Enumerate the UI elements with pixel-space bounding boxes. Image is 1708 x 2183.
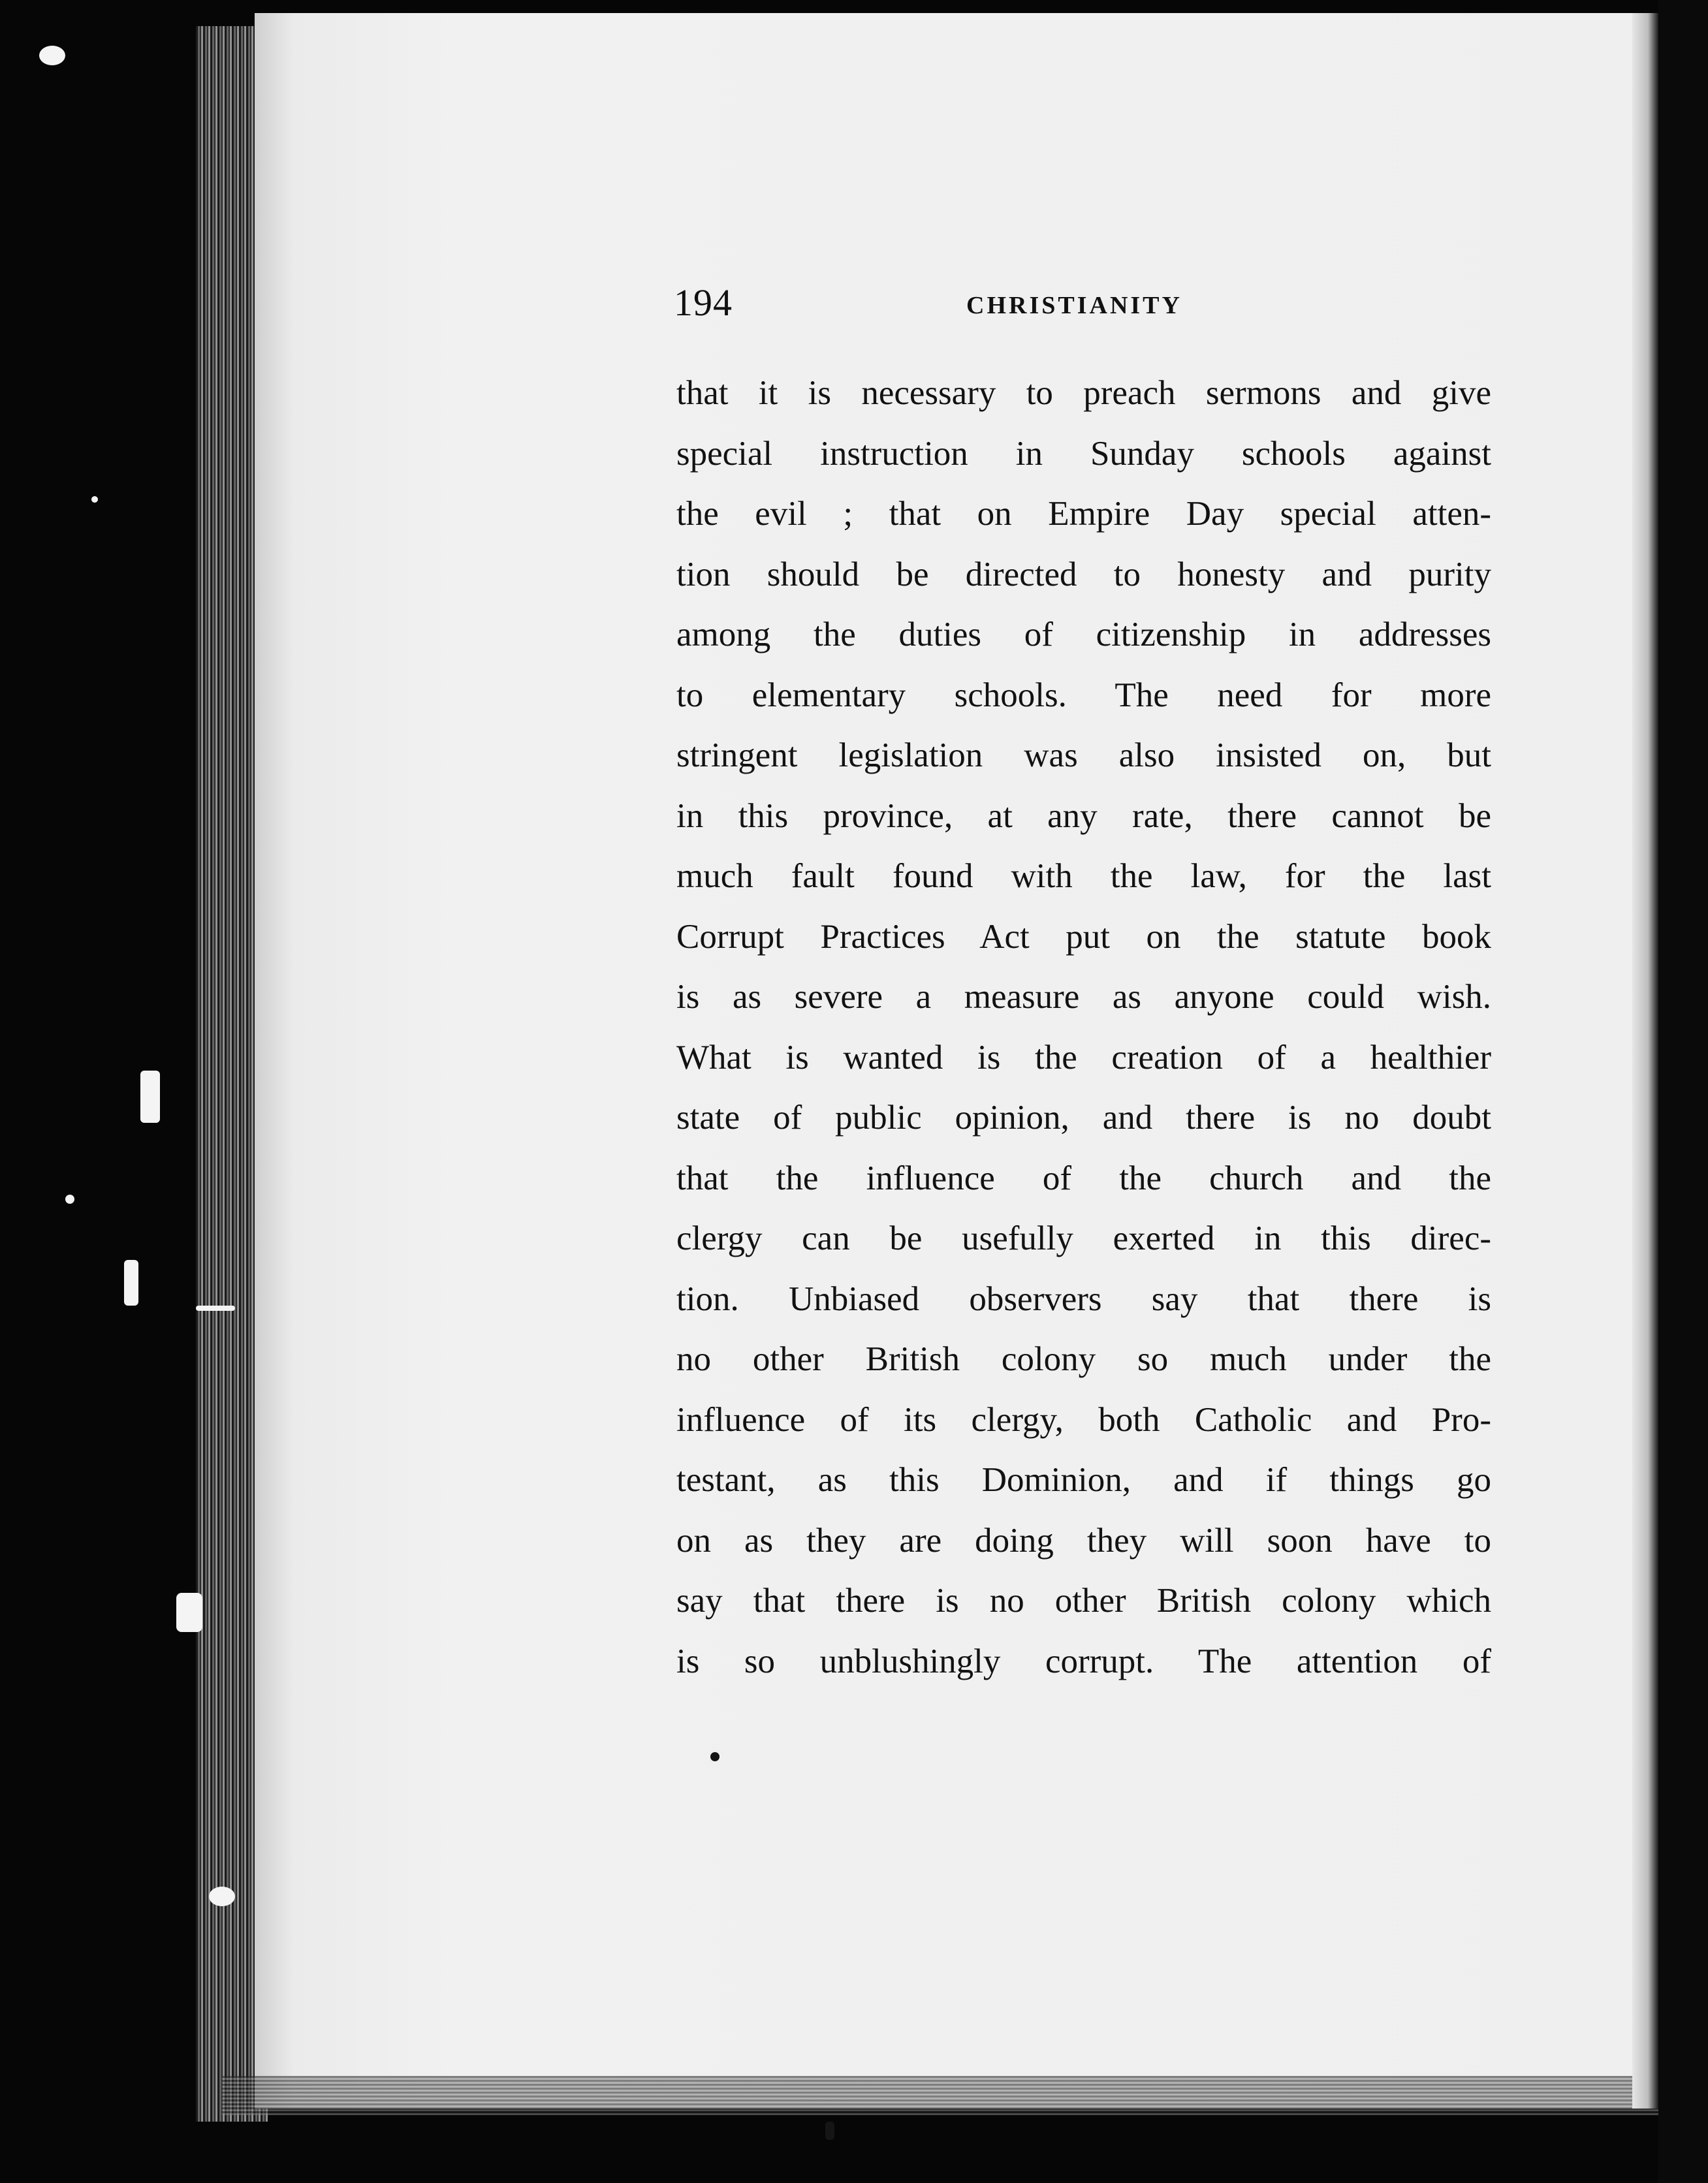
scan-border-right [1658,0,1708,2183]
text-line: say that there is no other British colony which [676,1582,1491,1620]
text-line: state of public opinion, and there is no doubt [676,1099,1491,1137]
scan-speck [176,1593,202,1632]
text-line: no other British colony so much under the [676,1340,1491,1378]
text-line: is so unblushingly corrupt. The attention of [676,1642,1491,1680]
running-title: CHRISTIANITY [966,292,1182,319]
text-line: testant, as this Dominion, and if things go [676,1461,1491,1499]
scan-speck [825,2122,834,2140]
text-line: on as they are doing they will soon have to [676,1521,1491,1560]
text-line: tion. Unbiased observers say that there is [676,1280,1491,1318]
text-line: special instruction in Sunday schools against [676,434,1491,473]
scan-speck [124,1260,138,1306]
body-text [676,363,1491,1691]
scan-speck [209,1887,235,1906]
text-line: much fault found with the law, for the last [676,857,1491,895]
running-head [674,281,1196,333]
text-line: among the duties of citizenship in addresses [676,616,1491,653]
text-line: the evil ; that on Empire Day special atten- [676,495,1491,533]
page-edges-bottom [222,2076,1658,2115]
scan-speck [65,1195,74,1204]
text-line: influence of its clergy, both Catholic and Pro- [676,1400,1491,1439]
text-line: is as severe a measure as anyone could wish. [676,978,1491,1016]
scan-speck [140,1071,160,1123]
text-line: to elementary schools. The need for more [676,676,1491,714]
scan-speck [710,1752,720,1761]
text-line: stringent legislation was also insisted on, but [676,736,1491,774]
text-line: Corrupt Practices Act put on the statute book [676,917,1491,956]
facing-page-edge [1632,13,1658,2109]
scan-speck [39,46,65,65]
scan-speck [196,1306,235,1311]
text-line: in this province, at any rate, there cannot be [676,796,1491,835]
text-line: that the influence of the church and the [676,1159,1491,1197]
scan-speck [91,496,98,503]
text-line: What is wanted is the creation of a healthier [676,1038,1491,1076]
text-line: that it is necessary to preach sermons and give [676,374,1491,412]
page-number: 194 [674,281,733,324]
text-line: tion should be directed to honesty and purity [676,555,1491,593]
text-line: clergy can be usefully exerted in this direc- [676,1219,1491,1257]
